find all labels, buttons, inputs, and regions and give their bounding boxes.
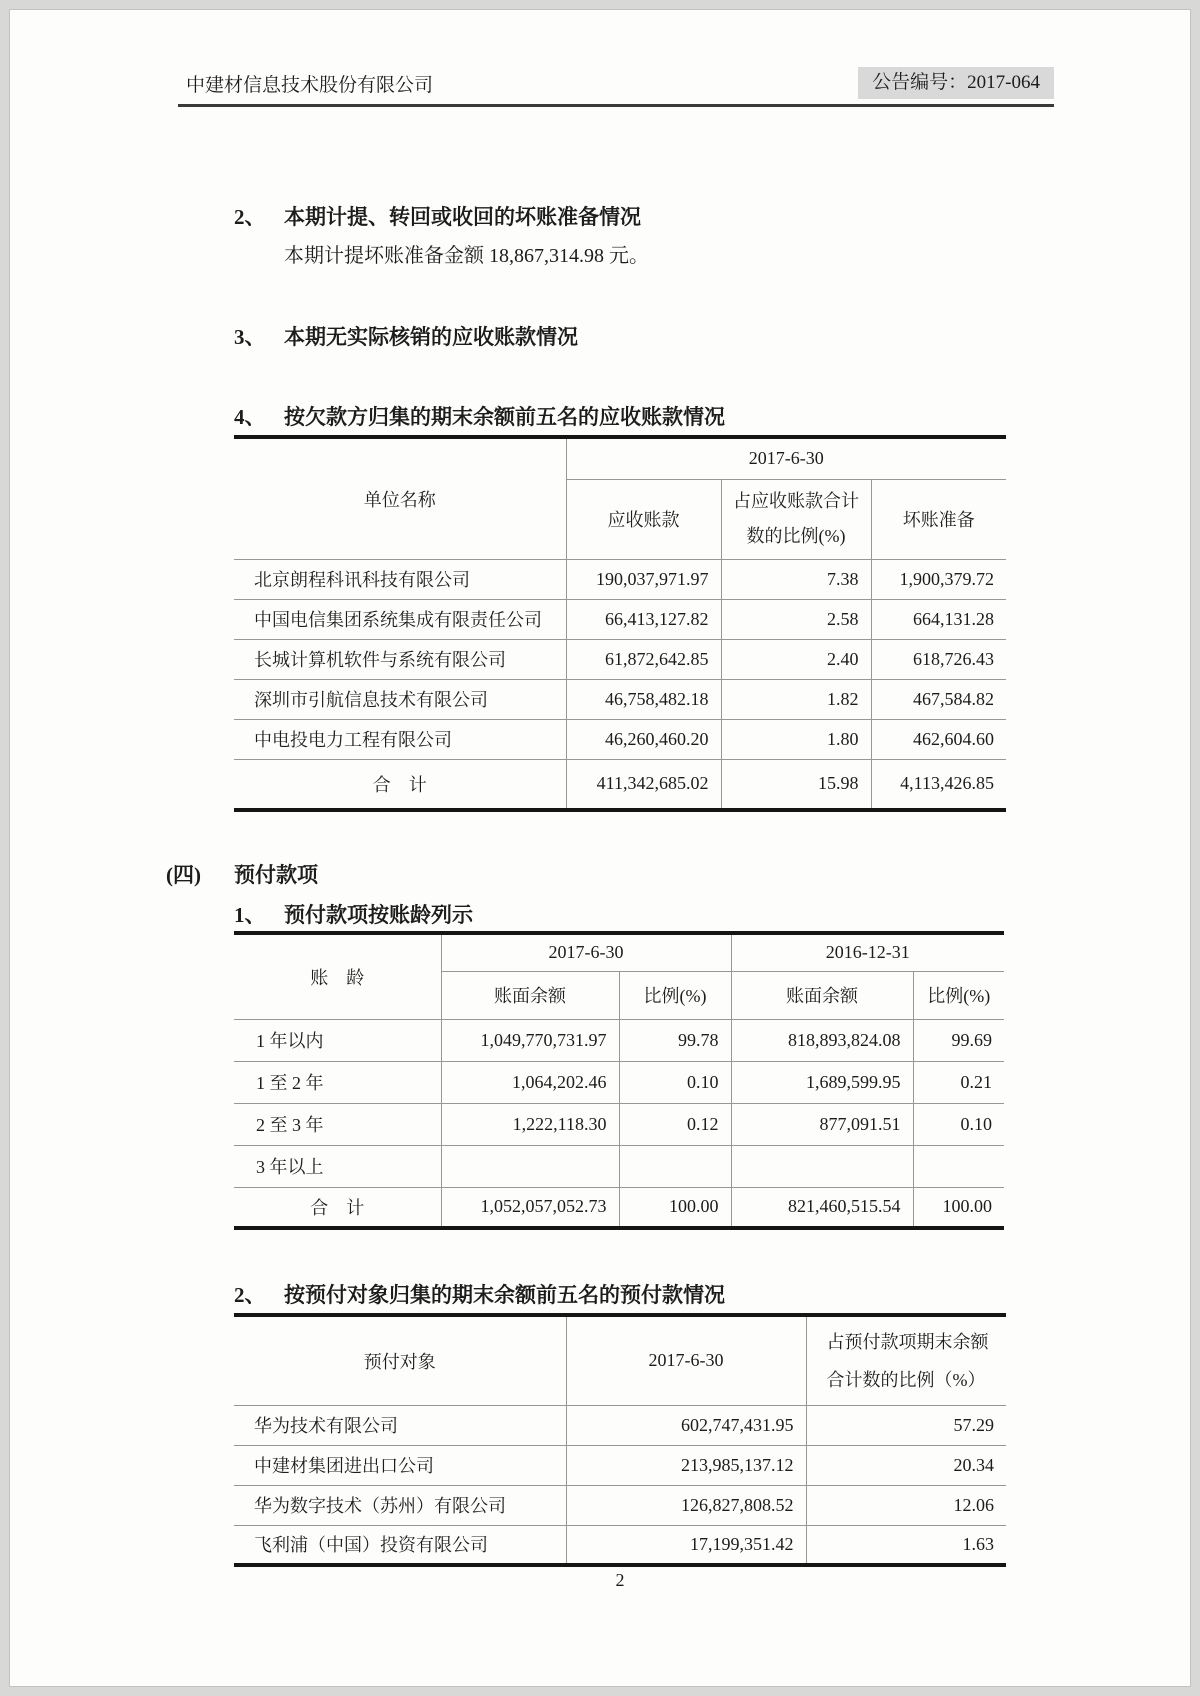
prepay-target-cell: 飞利浦（中国）投资有限公司 — [234, 1525, 566, 1565]
age-cell: 1 年以内 — [234, 1019, 441, 1061]
ratio-cell: 7.38 — [721, 559, 871, 599]
table-row — [234, 719, 1006, 759]
prepay-target-cell: 华为技术有限公司 — [234, 1405, 566, 1445]
col-header-ratio — [721, 479, 871, 559]
ratio-cell: 1.82 — [721, 679, 871, 719]
amount-cell: 126,827,808.52 — [566, 1485, 806, 1525]
document-page — [9, 9, 1191, 1687]
ratio-2016-total-cell: 100.00 — [913, 1187, 1004, 1228]
balance-2017-cell — [441, 1145, 619, 1187]
section-number: 2、 — [234, 1283, 266, 1307]
col-group-2016: 2016-12-31 — [731, 933, 1004, 971]
balance-2017-total-cell: 1,052,057,052.73 — [441, 1187, 619, 1228]
page-number: 2 — [615, 1570, 625, 1590]
prepay-target-cell: 华为数字技术（苏州）有限公司 — [234, 1485, 566, 1525]
balance-2016-total-cell: 821,460,515.54 — [731, 1187, 913, 1228]
total-label-cell: 合 计 — [234, 759, 566, 810]
table-row — [234, 679, 1006, 719]
amount-cell: 213,985,137.12 — [566, 1445, 806, 1485]
doc-header — [186, 67, 1054, 99]
unit-name-cell: 中国电信集团系统集成有限责任公司 — [234, 599, 566, 639]
table-row — [234, 1405, 1006, 1445]
receivable-cell: 46,260,460.20 — [566, 719, 721, 759]
ratio-2016-cell — [913, 1145, 1004, 1187]
col-header-ratio-2017: 比例(%) — [619, 971, 731, 1019]
balance-2017-cell: 1,049,770,731.97 — [441, 1019, 619, 1061]
ratio-2017-cell: 99.78 — [619, 1019, 731, 1061]
bad-debt-cell: 618,726.43 — [871, 639, 1006, 679]
section-title: 本期无实际核销的应收账款情况 — [284, 325, 578, 349]
table-row — [234, 1103, 1004, 1145]
unit-name-cell: 中电投电力工程有限公司 — [234, 719, 566, 759]
section-number: 1、 — [234, 903, 266, 927]
table-row — [234, 1485, 1006, 1525]
col-header-receivable: 应收账款 — [566, 479, 721, 559]
table-row — [234, 1445, 1006, 1485]
section-bad-debt-heading — [234, 202, 1190, 232]
section-no-writeoff-heading — [234, 322, 1190, 352]
unit-name-cell: 深圳市引航信息技术有限公司 — [234, 679, 566, 719]
unit-name-cell: 北京朗程科讯科技有限公司 — [234, 559, 566, 599]
col-header-unit-name: 单位名称 — [234, 437, 566, 559]
prepayment-top5-table — [234, 1313, 1006, 1567]
receivable-cell: 66,413,127.82 — [566, 599, 721, 639]
pct-cell: 1.63 — [806, 1525, 1006, 1565]
section-prepay-aging-heading — [234, 900, 1190, 930]
ratio-cell: 2.58 — [721, 599, 871, 639]
pct-cell: 20.34 — [806, 1445, 1006, 1485]
bad-debt-cell: 1,900,379.72 — [871, 559, 1006, 599]
balance-2016-cell — [731, 1145, 913, 1187]
section-title: 按欠款方归集的期末余额前五名的应收账款情况 — [284, 405, 725, 429]
section-number: 3、 — [234, 325, 266, 349]
bad-debt-amount-text: 本期计提坏账准备金额 18,867,314.98 元。 — [284, 245, 649, 267]
receivables-top5-table — [234, 435, 1006, 812]
prepay-ratio-header-line2: 合计数的比例（%） — [826, 1369, 986, 1390]
col-group-date: 2017-6-30 — [566, 437, 1006, 479]
col-group-2017: 2017-6-30 — [441, 933, 731, 971]
table-row — [234, 1525, 1006, 1565]
section-prepayments-heading — [166, 860, 1190, 890]
ratio-2016-cell: 0.21 — [913, 1061, 1004, 1103]
table-row — [234, 1061, 1004, 1103]
balance-2017-cell: 1,222,118.30 — [441, 1103, 619, 1145]
company-name: 中建材信息技术股份有限公司 — [186, 75, 434, 96]
prepayment-aging-table — [234, 931, 1004, 1230]
section-title: 本期计提、转回或收回的坏账准备情况 — [284, 205, 641, 229]
section-prepay-top5-heading — [234, 1280, 1190, 1310]
table-row — [234, 559, 1006, 599]
ratio-cell: 1.80 — [721, 719, 871, 759]
ratio-header-line1: 占应收账款合计 — [733, 491, 859, 511]
age-cell: 3 年以上 — [234, 1145, 441, 1187]
table-row — [234, 1019, 1004, 1061]
col-header-prepay-target: 预付对象 — [234, 1315, 566, 1405]
table-header-row — [234, 437, 1006, 479]
table-row — [234, 599, 1006, 639]
balance-2016-cell: 877,091.51 — [731, 1103, 913, 1145]
section-title: 预付款项 — [234, 863, 318, 887]
col-header-ratio-2016: 比例(%) — [913, 971, 1004, 1019]
bad-debt-total-cell: 4,113,426.85 — [871, 759, 1006, 810]
bad-debt-cell: 462,604.60 — [871, 719, 1006, 759]
ratio-2017-cell: 0.12 — [619, 1103, 731, 1145]
table-total-row — [234, 1187, 1004, 1228]
pct-cell: 12.06 — [806, 1485, 1006, 1525]
section-number: 4、 — [234, 405, 266, 429]
ratio-2017-cell — [619, 1145, 731, 1187]
total-label-cell: 合 计 — [234, 1187, 441, 1228]
unit-name-cell: 长城计算机软件与系统有限公司 — [234, 639, 566, 679]
balance-2017-cell: 1,064,202.46 — [441, 1061, 619, 1103]
col-header-bad-debt: 坏账准备 — [871, 479, 1006, 559]
col-header-balance-2016: 账面余额 — [731, 971, 913, 1019]
age-cell: 1 至 2 年 — [234, 1061, 441, 1103]
table-row — [234, 639, 1006, 679]
col-header-prepay-ratio — [806, 1315, 1006, 1405]
balance-2016-cell: 1,689,599.95 — [731, 1061, 913, 1103]
prepay-target-cell: 中建材集团进出口公司 — [234, 1445, 566, 1485]
amount-cell: 602,747,431.95 — [566, 1405, 806, 1445]
ratio-2017-total-cell: 100.00 — [619, 1187, 731, 1228]
amount-cell: 17,199,351.42 — [566, 1525, 806, 1565]
receivable-total-cell: 411,342,685.02 — [566, 759, 721, 810]
ratio-total-cell: 15.98 — [721, 759, 871, 810]
section-top5-receivable-heading — [234, 402, 1190, 432]
col-header-date: 2017-6-30 — [566, 1315, 806, 1405]
section-title: 预付款项按账龄列示 — [284, 903, 473, 927]
col-header-balance-2017: 账面余额 — [441, 971, 619, 1019]
receivable-cell: 190,037,971.97 — [566, 559, 721, 599]
age-cell: 2 至 3 年 — [234, 1103, 441, 1145]
ratio-cell: 2.40 — [721, 639, 871, 679]
table-total-row — [234, 759, 1006, 810]
bad-debt-cell: 664,131.28 — [871, 599, 1006, 639]
receivable-cell: 46,758,482.18 — [566, 679, 721, 719]
ratio-2017-cell: 0.10 — [619, 1061, 731, 1103]
section-title: 按预付对象归集的期末余额前五名的预付款情况 — [284, 1283, 725, 1307]
receivable-cell: 61,872,642.85 — [566, 639, 721, 679]
table-header-row — [234, 1315, 1006, 1405]
bad-debt-cell: 467,584.82 — [871, 679, 1006, 719]
col-header-age: 账 龄 — [234, 933, 441, 1019]
ratio-2016-cell: 0.10 — [913, 1103, 1004, 1145]
pct-cell: 57.29 — [806, 1405, 1006, 1445]
section-number: (四) — [166, 863, 201, 887]
table-header-row — [234, 933, 1004, 971]
header-rule — [178, 104, 1054, 107]
ratio-header-line2: 数的比例(%) — [746, 526, 846, 546]
announcement-number: 公告编号：2017-064 — [858, 67, 1054, 99]
ratio-2016-cell: 99.69 — [913, 1019, 1004, 1061]
table-row — [234, 1145, 1004, 1187]
prepay-ratio-header-line1: 占预付款项期末余额 — [826, 1331, 989, 1352]
section-number: 2、 — [234, 205, 266, 229]
balance-2016-cell: 818,893,824.08 — [731, 1019, 913, 1061]
